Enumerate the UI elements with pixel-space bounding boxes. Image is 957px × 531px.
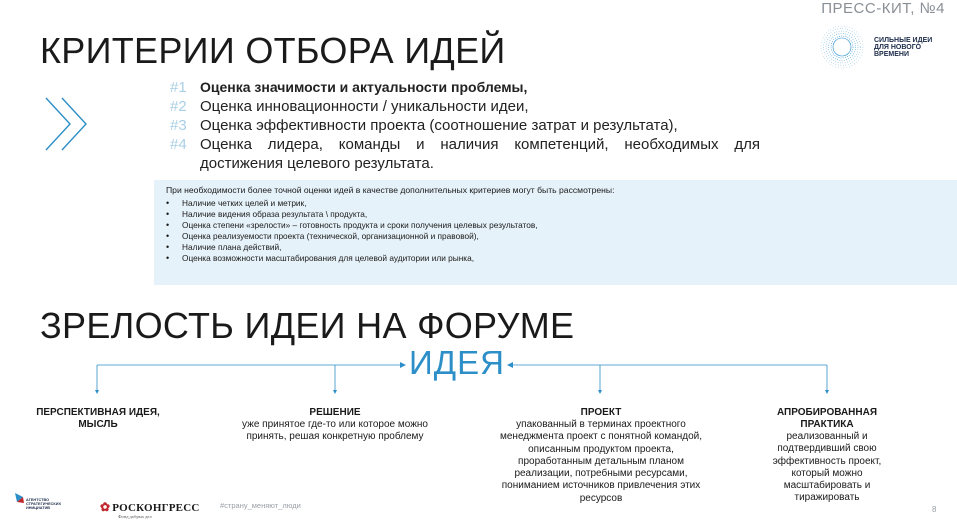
stage-project [490,407,712,505]
list-item: • Наличие видения образа результата \ продукта, [166,209,538,220]
criteria-number: #1 [170,79,187,96]
page-number: 8 [932,505,937,514]
criteria-text: Оценка инновационности / уникальности идеи, [200,98,529,115]
stage-perspective-idea [36,407,160,431]
list-item: • Оценка реализуемости проекта (технической, организационной и правовой), [166,231,538,242]
list-item: • Оценка степени «зрелости» – готовность продукта и сроки получения целевых результатов, [166,220,538,231]
list-item: • Оценка возможности масштабирования для целевой аудитории или рынка, [166,253,538,264]
roscongress-emblem-icon: ✿ [100,500,111,514]
roscongress-subtitle: Фонд добрых дел [118,514,152,519]
stage-heading: ПЕРСПЕКТИВНАЯ ИДЕЯ, МЫСЛЬ [36,407,160,430]
criteria-number: #4 [170,136,187,153]
roscongress-logo [100,500,200,519]
criteria-number: #3 [170,117,187,134]
stage-heading: АПРОБИРОВАННАЯ ПРАКТИКА [776,407,878,430]
criteria-number: #2 [170,98,187,115]
forum-logo-text: СИЛЬНЫЕ ИДЕИ ДЛЯ НОВОГО ВРЕМЕНИ [874,37,933,58]
criteria-title: КРИТЕРИИ ОТБОРА ИДЕЙ [40,30,506,71]
asi-logo [14,492,74,522]
maturity-title: ЗРЕЛОСТЬ ИДЕИ НА ФОРУМЕ [40,305,575,346]
roscongress-name: РОСКОНГРЕСС [112,502,200,514]
stage-heading: РЕШЕНИЕ [309,407,361,418]
criteria-text: Оценка значимости и актуальности проблемы, [200,79,528,95]
criteria-text: Оценка лидера, команды и наличия компетенций, необходимых для достижения целевого результата. [200,136,760,172]
stage-heading: ПРОЕКТ [580,407,622,418]
stage-description: упакованный в терминах проектного менеджмента проект с понятной командой, описанным продуктом проекта, проработанным детальным планом реализации, потребными ресурсами, пониманием источников привлечения этих ресурсов [499,419,703,504]
additional-criteria-intro: При необходимости более точной оценки идей в качестве дополнительных критериев могут быть рассмотрены: [166,185,615,195]
footer-hashtag: #страну_меняют_люди [220,501,301,510]
stage-approved-practice [757,407,897,505]
stage-solution [230,407,440,444]
asi-logo-icon [14,492,26,504]
press-kit-label: ПРЕСС-КИТ, №4 [821,0,945,17]
stage-description: реализованный и подтвердивший свою эффективность проект, который можно масштабировать и тиражировать [772,431,882,504]
idea-heading: ИДЕЯ [409,344,505,381]
stage-description: уже принятое где-то или которое можно принять, решая конкретную проблему [242,419,428,443]
list-item: • Наличие плана действий, [166,242,538,253]
list-item: • Наличие четких целей и метрик, [166,198,538,209]
criteria-text: Оценка эффективности проекта (соотношение затрат и результата), [200,117,678,134]
asi-logo-text: АГЕНТСТВО СТРАТЕГИЧЕСКИХ ИНИЦИАТИВ [26,498,61,511]
